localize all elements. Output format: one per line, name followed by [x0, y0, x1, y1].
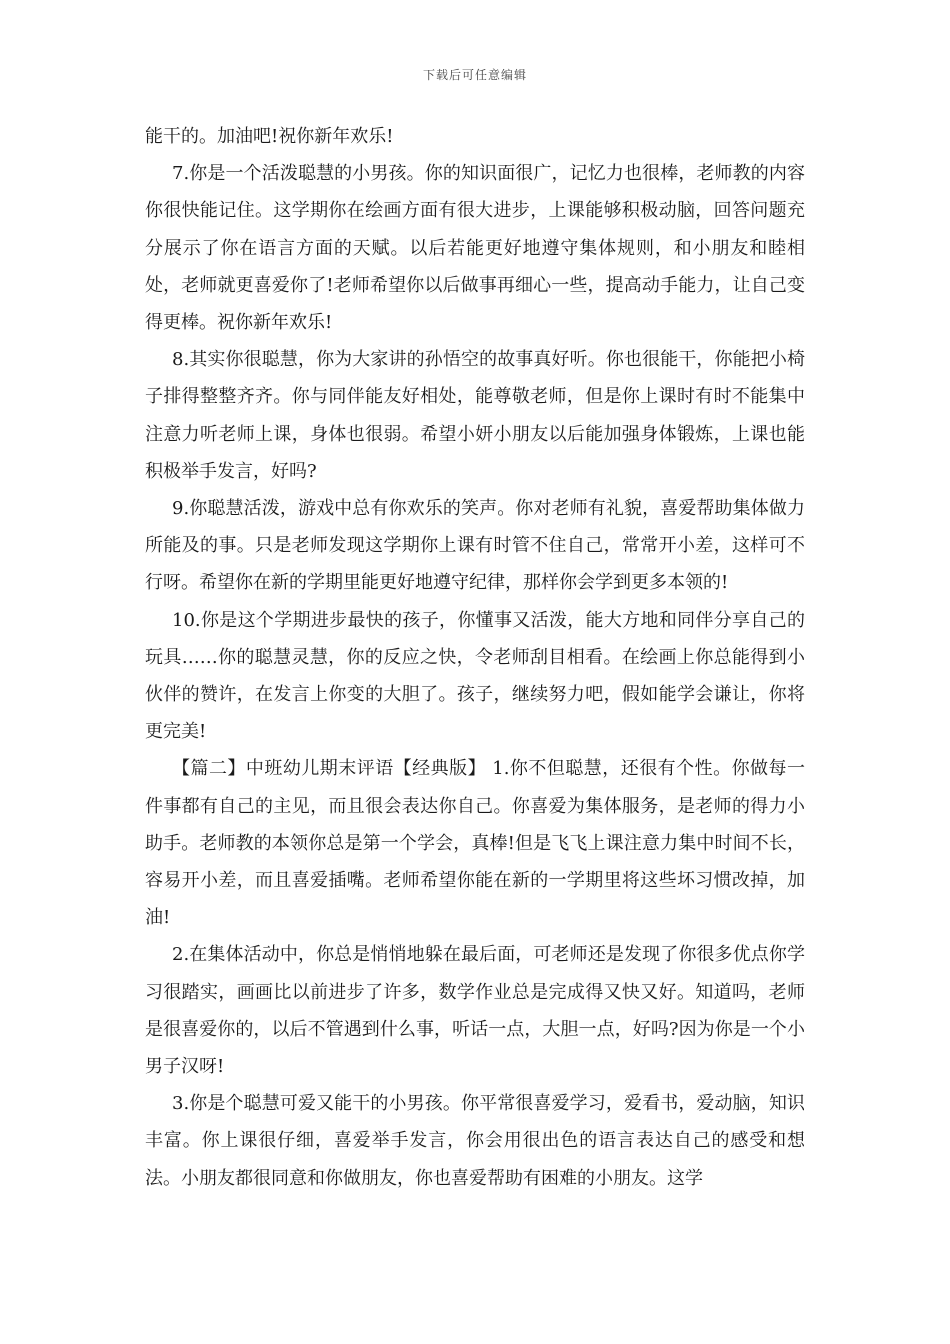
paragraph-comment-10: 10.你是这个学期进步最快的孩子，你懂事又活泼，能大方地和同伴分享自己的玩具……你的聪慧灵慧，你的反应之快，令老师刮目相看。在绘画上你总能得到小伙伴的赞许，在发言上你变的大胆了。孩子，继续努力吧，假如能学会谦让，你将更完美!	[145, 609, 805, 743]
document-body	[145, 118, 805, 1197]
paragraph-comment-8: 8.其实你很聪慧，你为大家讲的孙悟空的故事真好听。你也很能干，你能把小椅子排得整整齐齐。你与同伴能友好相处，能尊敬老师，但是你上课时有时不能集中注意力听老师上课，身体也很弱。希望小妍小朋友以后能加强身体锻炼，上课也能积极举手发言，好吗?	[145, 349, 805, 482]
paragraph-section-2-comment-3: 3.你是个聪慧可爱又能干的小男孩。你平常很喜爱学习，爱看书，爱动脑，知识丰富。你上课很仔细，喜爱举手发言，你会用很出色的语言表达自己的感受和想法。小朋友都很同意和你做朋友，你也喜爱帮助有困难的小朋友。这学	[145, 1093, 805, 1189]
paragraph-section-2-comment-2: 2.在集体活动中，你总是悄悄地躲在最后面，可老师还是发现了你很多优点你学习很踏实，画画比以前进步了许多，数学作业总是完成得又快又好。知道吗，老师是很喜爱你的，以后不管遇到什么事，听话一点，大胆一点，好吗?因为你是一个小男子汉呀!	[145, 944, 805, 1078]
page-header: 下载后可任意编辑	[422, 68, 527, 82]
paragraph-section-2-comment-1: 【篇二】中班幼儿期末评语【经典版】 1.你不但聪慧，还很有个性。你做每一件事都有自己的主见，而且很会表达你自己。你喜爱为集体服务，是老师的得力小助手。老师教的本领你总是第一个学会，真棒!但是飞飞上课注意力集中时间不长，容易开小差，而且喜爱插嘴。老师希望你能在新的一学期里将这些坏习惯改掉，加油!	[145, 758, 805, 929]
paragraph-comment-7: 7.你是一个活泼聪慧的小男孩。你的知识面很广，记忆力也很棒，老师教的内容你很快能记住。这学期你在绘画方面有很大进步，上课能够积极动脑，回答问题充分展示了你在语言方面的天赋。以后若能更好地遵守集体规则，和小朋友和睦相处，老师就更喜爱你了!老师希望你以后做事再细心一些，提高动手能力，让自己变得更棒。祝你新年欢乐!	[145, 163, 805, 334]
paragraph-continuation: 能干的。加油吧!祝你新年欢乐!	[145, 126, 394, 147]
paragraph-comment-9: 9.你聪慧活泼，游戏中总有你欢乐的笑声。你对老师有礼貌，喜爱帮助集体做力所能及的事。只是老师发现这学期你上课有时管不住自己，常常开小差，这样可不行呀。希望你在新的学期里能更好地遵守纪律，那样你会学到更多本领的!	[145, 498, 805, 594]
